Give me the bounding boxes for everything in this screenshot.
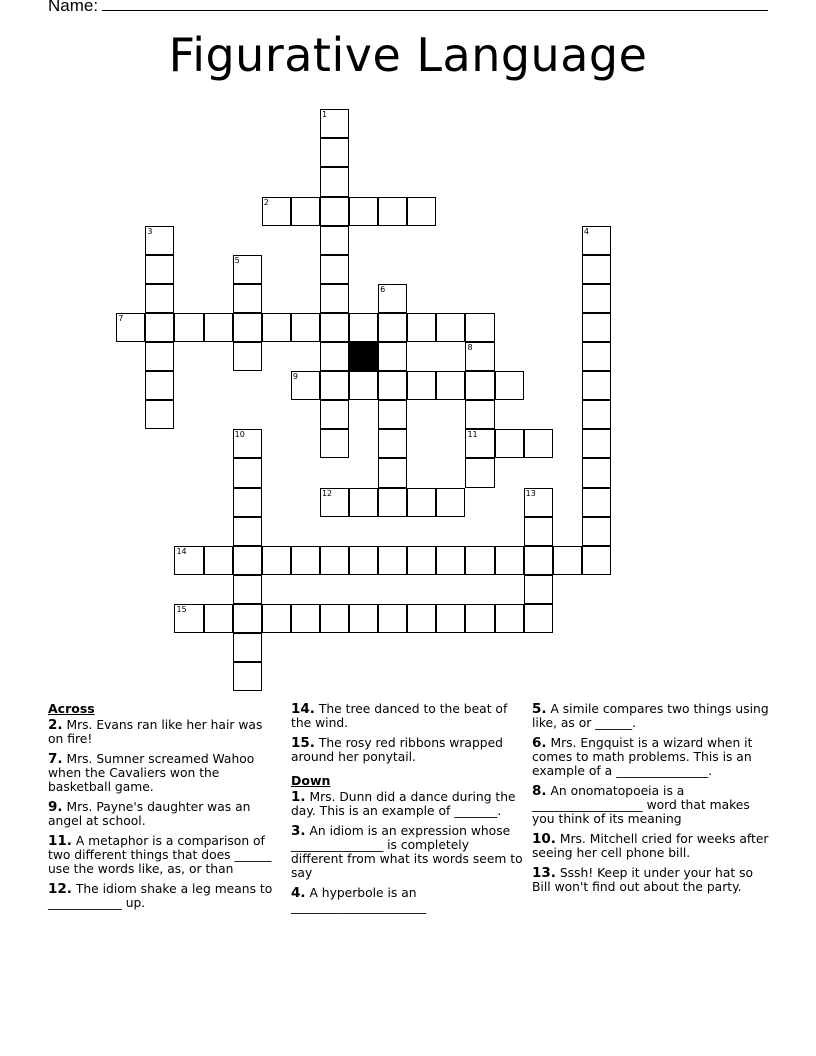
clue-text: The idiom shake a leg means to ____________ up. bbox=[48, 882, 273, 910]
crossword-cell[interactable] bbox=[204, 546, 233, 575]
crossword-cell[interactable] bbox=[465, 604, 494, 633]
crossword-cell[interactable] bbox=[465, 429, 494, 458]
crossword-cell[interactable] bbox=[582, 371, 611, 400]
crossword-cell[interactable] bbox=[582, 226, 611, 255]
crossword-cell[interactable] bbox=[320, 400, 349, 429]
crossword-cell[interactable] bbox=[378, 400, 407, 429]
crossword-cell[interactable] bbox=[320, 488, 349, 517]
clue-number: 9. bbox=[48, 799, 63, 815]
clue-across-11 bbox=[48, 834, 280, 876]
across-heading: Across bbox=[48, 701, 95, 716]
cell-number: 12 bbox=[321, 488, 333, 498]
clue-number: 15. bbox=[291, 735, 315, 751]
clue-number: 13. bbox=[532, 865, 556, 881]
crossword-cell[interactable] bbox=[349, 604, 378, 633]
crossword-cell[interactable] bbox=[465, 458, 494, 487]
clue-text: The rosy red ribbons wrapped around her ponytail. bbox=[291, 736, 503, 764]
clue-down-6 bbox=[532, 736, 772, 778]
crossword-cell[interactable] bbox=[320, 313, 349, 342]
crossword-cell[interactable] bbox=[320, 429, 349, 458]
cell-number: 15 bbox=[176, 604, 187, 614]
crossword-cell[interactable] bbox=[233, 662, 262, 691]
crossword-cell[interactable] bbox=[174, 546, 203, 575]
crossword-cell[interactable] bbox=[233, 342, 262, 371]
clue-across-15 bbox=[291, 736, 523, 764]
crossword-cell[interactable] bbox=[320, 226, 349, 255]
crossword-cell[interactable] bbox=[524, 575, 553, 604]
cell-number: 8 bbox=[467, 343, 473, 353]
cell-number: 4 bbox=[583, 226, 589, 236]
crossword-cell[interactable] bbox=[204, 604, 233, 633]
clue-across-14 bbox=[291, 702, 523, 730]
crossword-cell[interactable] bbox=[378, 546, 407, 575]
clue-down-1 bbox=[291, 790, 523, 818]
clue-text: Mrs. Evans ran like her hair was on fire! bbox=[48, 718, 263, 746]
clue-across-7 bbox=[48, 752, 280, 794]
crossword-cell[interactable] bbox=[436, 488, 465, 517]
crossword-cell[interactable] bbox=[524, 546, 553, 575]
crossword-cell[interactable] bbox=[524, 429, 553, 458]
cell-number: 11 bbox=[467, 430, 478, 440]
crossword-cell[interactable] bbox=[465, 342, 494, 371]
crossword-cell[interactable] bbox=[407, 488, 436, 517]
crossword-cell[interactable] bbox=[233, 517, 262, 546]
clue-text: Mrs. Sumner screamed Wahoo when the Cavaliers won the basketball game. bbox=[48, 752, 255, 794]
crossword-cell[interactable] bbox=[378, 458, 407, 487]
clue-text: A metaphor is a comparison of two different things that does ______ use the words like, as, or than bbox=[48, 834, 272, 876]
crossword-cell[interactable] bbox=[436, 546, 465, 575]
crossword-cell[interactable] bbox=[349, 197, 378, 226]
cell-number: 3 bbox=[147, 226, 153, 236]
crossword-cell[interactable] bbox=[582, 429, 611, 458]
crossword-cell[interactable] bbox=[378, 371, 407, 400]
crossword-cell[interactable] bbox=[262, 197, 291, 226]
clues-column-3 bbox=[532, 702, 772, 900]
crossword-cell[interactable] bbox=[495, 546, 524, 575]
crossword-cell[interactable] bbox=[582, 313, 611, 342]
crossword-cell[interactable] bbox=[407, 197, 436, 226]
clue-down-10 bbox=[532, 832, 772, 860]
clue-text: Mrs. Dunn did a dance during the day. This is an example of _______. bbox=[291, 790, 516, 818]
crossword-cell[interactable] bbox=[495, 604, 524, 633]
crossword-cell[interactable] bbox=[378, 313, 407, 342]
clue-number: 11. bbox=[48, 833, 72, 849]
clue-text: Mrs. Mitchell cried for weeks after seeing her cell phone bill. bbox=[532, 832, 769, 860]
clue-number: 12. bbox=[48, 881, 72, 897]
crossword-cell[interactable] bbox=[465, 400, 494, 429]
crossword-cell[interactable] bbox=[582, 546, 611, 575]
clue-across-2 bbox=[48, 718, 280, 746]
crossword-cell[interactable] bbox=[407, 371, 436, 400]
crossword-cell[interactable] bbox=[582, 458, 611, 487]
clue-text: An onomatopoeia is a __________________ word that makes you think of its meaning bbox=[532, 784, 750, 826]
clue-number: 3. bbox=[291, 823, 306, 839]
crossword-cell[interactable] bbox=[233, 458, 262, 487]
crossword-cell[interactable] bbox=[378, 284, 407, 313]
cell-number: 1 bbox=[321, 110, 328, 120]
clue-number: 8. bbox=[532, 783, 547, 799]
crossword-cell[interactable] bbox=[233, 284, 262, 313]
cell-number: 10 bbox=[234, 430, 245, 440]
clue-number: 5. bbox=[532, 701, 547, 717]
crossword-cell[interactable] bbox=[582, 255, 611, 284]
name-label: Name: bbox=[48, 0, 99, 15]
crossword-cell[interactable] bbox=[320, 197, 349, 226]
crossword-cell[interactable] bbox=[465, 546, 494, 575]
crossword-cell[interactable] bbox=[233, 488, 262, 517]
crossword-cell[interactable] bbox=[320, 604, 349, 633]
clues-column-1 bbox=[48, 702, 280, 916]
crossword-cell[interactable] bbox=[407, 546, 436, 575]
crossword-cell[interactable] bbox=[378, 429, 407, 458]
crossword-cell[interactable] bbox=[436, 604, 465, 633]
crossword-cell[interactable] bbox=[349, 488, 378, 517]
crossword-cell[interactable] bbox=[145, 313, 174, 342]
crossword-cell[interactable] bbox=[465, 313, 494, 342]
clue-number: 14. bbox=[291, 701, 315, 717]
crossword-cell[interactable] bbox=[582, 488, 611, 517]
crossword-cell[interactable] bbox=[233, 429, 262, 458]
clue-text: An idiom is an expression whose _______________ is completely different from what its words seem to say bbox=[291, 824, 523, 880]
clues-column-2 bbox=[291, 702, 523, 920]
crossword-cell[interactable] bbox=[582, 284, 611, 313]
crossword-cell[interactable] bbox=[349, 371, 378, 400]
crossword-cell[interactable] bbox=[465, 371, 494, 400]
crossword-cell[interactable] bbox=[495, 429, 524, 458]
crossword-cell[interactable] bbox=[233, 575, 262, 604]
crossword-cell[interactable] bbox=[233, 255, 262, 284]
cell-number: 9 bbox=[292, 372, 298, 382]
crossword-cell[interactable] bbox=[145, 371, 174, 400]
crossword-cell[interactable] bbox=[291, 371, 320, 400]
crossword-cell[interactable] bbox=[174, 604, 203, 633]
clue-number: 2. bbox=[48, 717, 63, 733]
crossword-cell[interactable] bbox=[320, 255, 349, 284]
crossword-cell[interactable] bbox=[204, 313, 233, 342]
crossword-cell[interactable] bbox=[145, 255, 174, 284]
crossword-cell[interactable] bbox=[407, 604, 436, 633]
clue-text: A simile compares two things using like, as or ______. bbox=[532, 702, 769, 730]
crossword-cell[interactable] bbox=[407, 313, 436, 342]
crossword-cell[interactable] bbox=[262, 546, 291, 575]
crossword-cell[interactable] bbox=[320, 371, 349, 400]
crossword-cell[interactable] bbox=[145, 284, 174, 313]
crossword-cell[interactable] bbox=[233, 604, 262, 633]
crossword-cell[interactable] bbox=[262, 604, 291, 633]
clue-down-3 bbox=[291, 824, 523, 880]
crossword-cell[interactable] bbox=[233, 313, 262, 342]
crossword-cell[interactable] bbox=[320, 284, 349, 313]
crossword-cell[interactable] bbox=[436, 313, 465, 342]
clue-text: Sssh! Keep it under your hat so Bill won't find out about the party. bbox=[532, 866, 754, 894]
crossword-cell[interactable] bbox=[320, 109, 349, 138]
crossword-cell[interactable] bbox=[553, 546, 582, 575]
crossword-cell[interactable] bbox=[291, 604, 320, 633]
clue-across-9 bbox=[48, 800, 280, 828]
page-title: Figurative Language bbox=[168, 28, 648, 82]
clue-across-12 bbox=[48, 882, 280, 910]
cell-number: 6 bbox=[380, 284, 386, 294]
clue-text: The tree danced to the beat of the wind. bbox=[291, 702, 508, 730]
crossword-cell[interactable] bbox=[174, 313, 203, 342]
crossword-cell[interactable] bbox=[320, 546, 349, 575]
cell-number: 5 bbox=[234, 255, 240, 265]
crossword-cell[interactable] bbox=[291, 197, 320, 226]
clue-text: Mrs. Payne's daughter was an angel at school. bbox=[48, 800, 251, 828]
crossword-cell[interactable] bbox=[378, 197, 407, 226]
clue-number: 4. bbox=[291, 885, 306, 901]
crossword-cell[interactable] bbox=[378, 604, 407, 633]
crossword-cell[interactable] bbox=[320, 342, 349, 371]
crossword-cell[interactable] bbox=[233, 633, 262, 662]
cell-number: 14 bbox=[176, 546, 187, 556]
cell-number: 2 bbox=[263, 197, 269, 207]
clue-down-4 bbox=[291, 886, 523, 914]
crossword-cell[interactable] bbox=[582, 342, 611, 371]
crossword-cell[interactable] bbox=[378, 488, 407, 517]
crossword-cell[interactable] bbox=[349, 546, 378, 575]
crossword-cell[interactable] bbox=[320, 138, 349, 167]
clue-number: 10. bbox=[532, 831, 556, 847]
cell-number: 13 bbox=[525, 488, 536, 498]
crossword-cell[interactable] bbox=[320, 167, 349, 196]
crossword-cell[interactable] bbox=[582, 517, 611, 546]
clue-down-5 bbox=[532, 702, 772, 730]
crossword-cell[interactable] bbox=[291, 313, 320, 342]
clue-number: 1. bbox=[291, 789, 306, 805]
crossword-cell[interactable] bbox=[495, 371, 524, 400]
clue-number: 6. bbox=[532, 735, 547, 751]
crossword-cell[interactable] bbox=[233, 546, 262, 575]
down-heading: Down bbox=[291, 773, 331, 788]
crossword-cell[interactable] bbox=[145, 400, 174, 429]
clue-down-8 bbox=[532, 784, 772, 826]
crossword-cell[interactable] bbox=[582, 400, 611, 429]
crossword-cell[interactable] bbox=[436, 371, 465, 400]
crossword-cell[interactable] bbox=[145, 342, 174, 371]
crossword-cell[interactable] bbox=[378, 342, 407, 371]
clue-text: A hyperbole is an ______________________ bbox=[291, 886, 427, 914]
crossword-cell[interactable] bbox=[349, 313, 378, 342]
crossword-cell[interactable] bbox=[291, 546, 320, 575]
black-cell bbox=[349, 342, 378, 371]
cell-number: 7 bbox=[118, 313, 124, 323]
crossword-cell[interactable] bbox=[145, 226, 174, 255]
clue-number: 7. bbox=[48, 751, 63, 767]
crossword-cell[interactable] bbox=[116, 313, 145, 342]
clue-text: Mrs. Engquist is a wizard when it comes to math problems. This is an example of a _______________. bbox=[532, 736, 753, 778]
clue-down-13 bbox=[532, 866, 772, 894]
crossword-cell[interactable] bbox=[524, 517, 553, 546]
crossword-cell[interactable] bbox=[524, 488, 553, 517]
crossword-cell[interactable] bbox=[524, 604, 553, 633]
crossword-cell[interactable] bbox=[262, 313, 291, 342]
